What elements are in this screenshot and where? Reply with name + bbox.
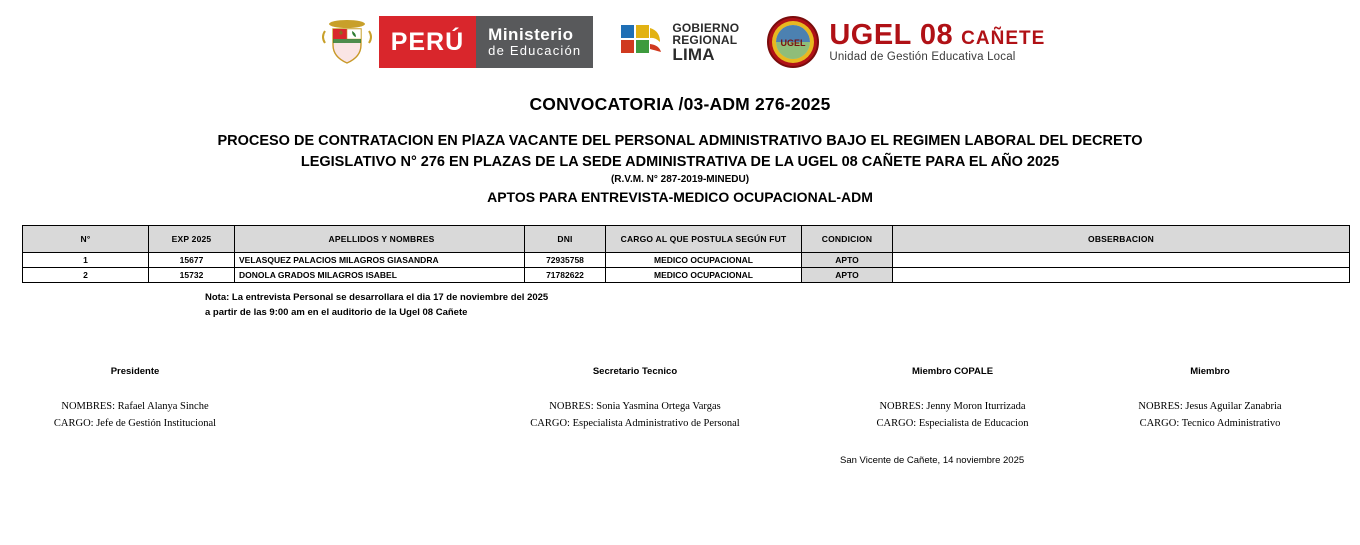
ministerio-line2: de Educación: [488, 43, 582, 59]
signature-cargo: CARGO: Jefe de Gestión Institucional: [53, 417, 217, 429]
ugel-title-main: UGEL 08: [829, 18, 954, 51]
signature-role: Miembro: [1190, 366, 1230, 378]
signature-miembro: [1095, 366, 1325, 432]
ugel-title-canete: CAÑETE: [961, 27, 1046, 49]
signature-name: NOBRES: Jenny Moron Iturrizada: [879, 401, 1026, 413]
ministerio-line1: Ministerio: [488, 25, 574, 45]
table-row: [23, 253, 1350, 268]
ugel-seal-icon: [765, 15, 821, 69]
signature-miembro-copale: [840, 366, 1065, 432]
table-row: [23, 268, 1350, 283]
ugel-subtitle: Unidad de Gestión Educativa Local: [829, 50, 1016, 63]
minedu-logo: [315, 16, 594, 68]
signature-role: Presidente: [110, 366, 160, 378]
place-and-date: San Vicente de Cañete, 14 noviembre 2025: [840, 455, 1025, 466]
peru-label: PERÚ: [379, 16, 476, 68]
cell-numero: 2: [23, 268, 149, 283]
signature-name: NOBRES: Sonia Yasmina Ortega Vargas: [549, 401, 721, 413]
cell-observacion: [893, 268, 1350, 283]
cell-nombres: VELASQUEZ PALACIOS MILAGROS GIASANDRA: [235, 253, 525, 268]
gobierno-regional-text: [672, 22, 739, 63]
svg-text:UGEL: UGEL: [780, 38, 806, 48]
signature-name: NOBRES: Jesus Aguilar Zanabria: [1138, 401, 1282, 413]
cell-observacion: [893, 253, 1350, 268]
note-line1: Nota: La entrevista Personal se desarrollara el dia 17 de noviembre del 2025: [205, 292, 549, 304]
cell-cargo: MEDICO OCUPACIONAL: [606, 268, 802, 283]
col-header-dni: DNI: [525, 226, 606, 253]
cell-dni: 71782622: [525, 268, 606, 283]
results-table-container: [0, 225, 1360, 283]
cell-numero: 1: [23, 253, 149, 268]
cell-dni: 72935758: [525, 253, 606, 268]
ugel-text-block: [829, 18, 1046, 64]
logo-bar: [0, 0, 1360, 72]
col-header-observacion: OBSERBACION: [893, 226, 1350, 253]
cell-condicion: APTO: [802, 253, 893, 268]
process-description: [0, 131, 1360, 173]
results-table: [22, 225, 1350, 283]
signature-cargo: CARGO: Especialista Administrativo de Personal: [530, 417, 740, 429]
table-header-row: [23, 226, 1350, 253]
signature-role: Secretario Tecnico: [592, 366, 678, 378]
process-description-line1: PROCESO DE CONTRATACION EN PlAZA VACANTE DEL PERSONAL ADMINISTRATIVO BAJO EL REGIMEN LABORAL DEL DECRETO: [217, 133, 1143, 149]
col-header-expediente: EXP 2025: [149, 226, 235, 253]
cell-expediente: 15732: [149, 268, 235, 283]
grl-line1: GOBIERNO: [672, 20, 740, 35]
ministerio-label: [476, 16, 593, 68]
cell-cargo: MEDICO OCUPACIONAL: [606, 253, 802, 268]
process-description-line2: LEGISLATIVO N° 276 EN PLAZAS DE LA SEDE ADMINISTRATIVA DE LA UGEL 08 CAÑETE PARA EL AÑO 2025: [300, 154, 1060, 171]
grl-line2: REGIONAL: [672, 32, 738, 47]
note-block: [0, 291, 1360, 320]
note-line2: a partir de las 9:00 am en el auditorio de la Ugel 08 Cañete: [205, 306, 468, 318]
page-title: CONVOCATORIA /03-ADM 276-2025: [529, 94, 831, 114]
col-header-nombres: APELLIDOS Y NOMBRES: [235, 226, 525, 253]
col-header-cargo: CARGO AL QUE POSTULA SEGÚN FUT: [606, 226, 802, 253]
col-header-condicion: CONDICION: [802, 226, 893, 253]
grl-line3: LIMA: [672, 44, 715, 64]
col-header-numero: N°: [23, 226, 149, 253]
cell-condicion: APTO: [802, 268, 893, 283]
section-subtitle: APTOS PARA ENTREVISTA-MEDICO OCUPACIONAL-ADM: [487, 189, 873, 206]
signature-cargo: CARGO: Tecnico Administrativo: [1139, 417, 1281, 429]
signature-role: Miembro COPALE: [911, 366, 994, 378]
escudo-peru-icon: [315, 16, 379, 68]
gobierno-regional-lima-logo: [619, 18, 739, 66]
ugel-title: [829, 18, 1046, 51]
cell-nombres: DONOLA GRADOS MILAGROS ISABEL: [235, 268, 525, 283]
rvm-reference: (R.V.M. N° 287-2019-MINEDU): [610, 174, 750, 186]
signature-presidente: [40, 366, 230, 432]
cell-expediente: 15677: [149, 253, 235, 268]
signature-name: NOMBRES: Rafael Alanya Sinche: [61, 401, 209, 413]
signatures-block: [0, 366, 1360, 456]
signature-secretario-tecnico: [490, 366, 780, 432]
signature-cargo: CARGO: Especialista de Educacion: [876, 417, 1029, 429]
gobierno-regional-mark-icon: [619, 22, 665, 62]
ugel-logo: [765, 14, 1045, 70]
